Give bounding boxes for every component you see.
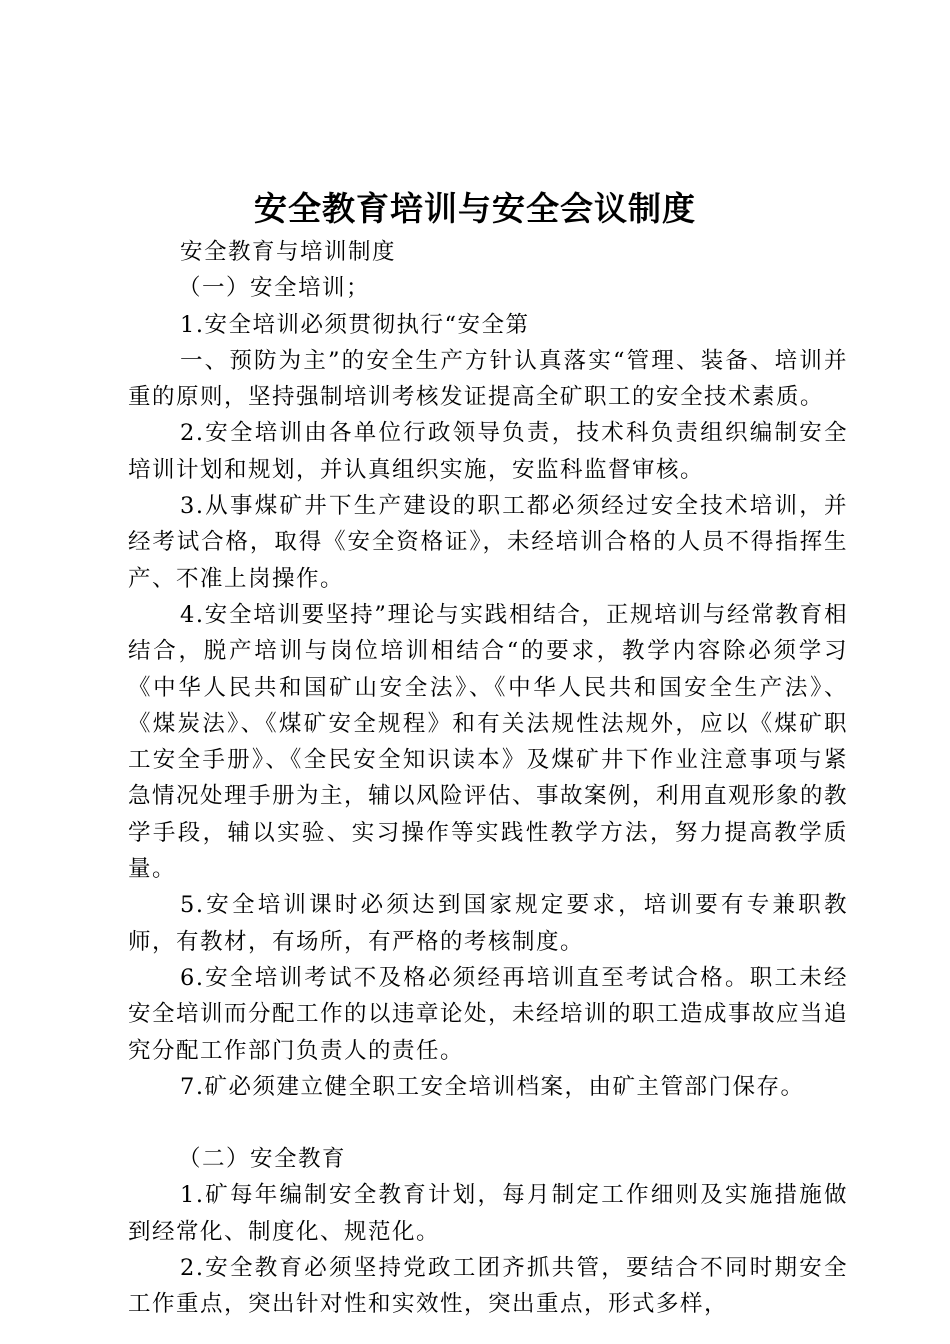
paragraph: 一、预防为主”的安全生产方针认真落实“管理、装备、培训并重的原则，坚持强制培训考核发证提高全矿职工的安全技术素质。 [128,347,848,411]
paragraph: 7.矿必须建立健全职工安全培训档案，由矿主管部门保存。 [180,1073,805,1100]
paragraph: 2.安全培训由各单位行政领导负责，技术科负责组织编制安全培训计划和规划，并认真组织实施，安监科监督审核。 [128,420,848,483]
subsection-heading: （二）安全教育 [178,1146,347,1173]
paragraph-gap [128,1105,848,1141]
paragraph: 4.安全培训要坚持”理论与实践相结合，正规培训与经常教育相结合，脱产培训与岗位培训相结合“的要求，教学内容除必须学习《中华人民共和国矿山安全法》、《中华人民共和国安全生产法》、《煤炭法》、《煤矿安全规程》和有关法规性法规外，应以《煤矿职工安全手册》、《全民安全知识读本》及煤矿井下作业注意事项与紧急情况处理手册为主，辅以风险评估、事故案例，利用直观形象的教学手段，辅以实验、实习操作等实践性教学方法，努力提高教学质量。 [128,601,849,883]
paragraph: 5.安全培训课时必须达到国家规定要求，培训要有专兼职教师，有教材，有场所，有严格的考核制度。 [128,892,848,955]
paragraph: 6.安全培训考试不及格必须经再培训直至考试合格。职工未经安全培训而分配工作的以违章论处，未经培训的职工造成事故应当追究分配工作部门负责人的责任。 [128,964,849,1064]
document-body [128,234,848,1323]
paragraph: 2.安全教育必须坚持党政工团齐抓共管，要结合不同时期安全工作重点，突出针对性和实效性，突出重点，形式多样， [128,1255,848,1318]
section-heading: 安全教育与培训制度 [180,239,397,265]
paragraph: 1.矿每年编制安全教育计划，每月制定工作细则及实施措施做到经常化、制度化、规范化。 [128,1182,848,1245]
paragraph: 3.从事煤矿井下生产建设的职工都必须经过安全技术培训，并经考试合格，取得《安全资格证》，未经培训合格的人员不得指挥生产、不准上岗操作。 [128,493,848,592]
paragraph: 1.安全培训必须贯彻执行“安全第 [180,311,530,338]
document-title: 安全教育培训与安全会议制度 [254,189,696,228]
subsection-heading: （一）安全培训； [178,275,371,302]
